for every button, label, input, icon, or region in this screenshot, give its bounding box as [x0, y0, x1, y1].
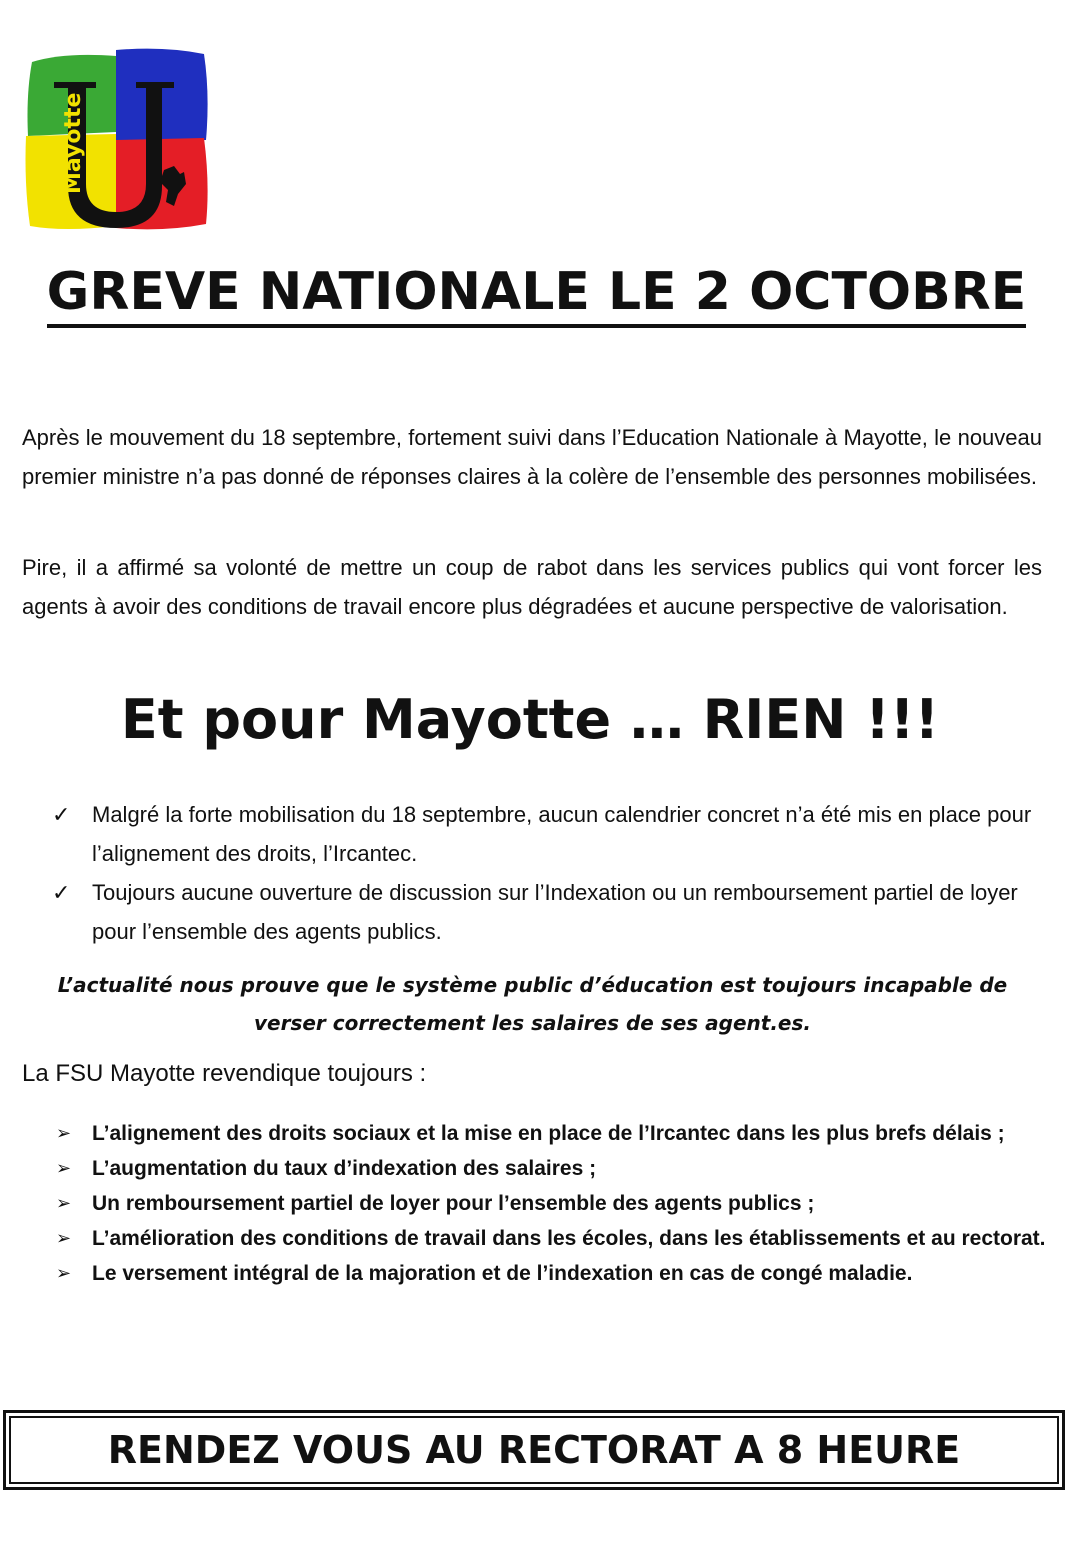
- demand-text: Un remboursement partiel de loyer pour l’ensemble des agents publics ;: [92, 1192, 815, 1215]
- demands-list: [56, 1116, 1046, 1291]
- union-logo: [24, 44, 210, 234]
- arrow-bullet-icon: ➢: [56, 1123, 72, 1143]
- rendezvous-text: RENDEZ VOUS AU RECTORAT A 8 HEURE: [9, 1416, 1059, 1484]
- arrow-bullet-icon: ➢: [56, 1228, 72, 1248]
- list-item: [52, 795, 1044, 873]
- checkmark-icon: ✓: [52, 880, 71, 905]
- check-list: [52, 795, 1044, 951]
- check-item-text: Malgré la forte mobilisation du 18 septembre, aucun calendrier concret n’a été mis en place pour l’alignement des droits, l’Ircantec.: [92, 802, 1032, 866]
- arrow-bullet-icon: ➢: [56, 1263, 72, 1283]
- paragraph-1: Après le mouvement du 18 septembre, fortement suivi dans l’Education Nationale à Mayotte, le nouveau premier ministre n’a pas donné de réponses claires à la colère de l’ensemble des personnes mobilisées.: [22, 425, 1042, 489]
- demand-text: Le versement intégral de la majoration et de l’indexation en cas de congé maladie.: [92, 1262, 913, 1285]
- list-item: [56, 1186, 1046, 1221]
- list-item: [52, 873, 1044, 951]
- list-item: [56, 1256, 1046, 1291]
- demand-text: L’augmentation du taux d’indexation des salaires ;: [92, 1157, 597, 1180]
- rendezvous-box: [3, 1410, 1065, 1490]
- page-title: GREVE NATIONALE LE 2 OCTOBRE: [0, 262, 1073, 322]
- demands-intro: La FSU Mayotte revendique toujours :: [22, 1060, 427, 1087]
- emphasis-statement: L’actualité nous prouve que le système public d’éducation est toujours incapable de verser correctement les salaires de ses agent.es.: [57, 973, 1008, 1035]
- demand-text: L’amélioration des conditions de travail dans les écoles, dans les établissements et au rectorat.: [92, 1227, 1046, 1250]
- list-item: [56, 1116, 1046, 1151]
- demand-text: L’alignement des droits sociaux et la mise en place de l’Ircantec dans les plus brefs délais ;: [92, 1122, 1005, 1145]
- logo-text: Mayotte: [61, 92, 86, 194]
- list-item: [56, 1221, 1046, 1256]
- arrow-bullet-icon: ➢: [56, 1158, 72, 1178]
- checkmark-icon: ✓: [52, 802, 71, 827]
- slogan: Et pour Mayotte … RIEN !!!: [120, 688, 940, 751]
- arrow-bullet-icon: ➢: [56, 1193, 72, 1213]
- mayotte-u-logo-icon: [24, 44, 210, 234]
- paragraph-2: Pire, il a affirmé sa volonté de mettre un coup de rabot dans les services publics qui vont forcer les agents à avoir des conditions de travail encore plus dégradées et aucune perspective de valorisation.: [22, 555, 1042, 619]
- check-item-text: Toujours aucune ouverture de discussion sur l’Indexation ou un remboursement partiel de loyer pour l’ensemble des agents publics.: [92, 880, 1018, 944]
- list-item: [56, 1151, 1046, 1186]
